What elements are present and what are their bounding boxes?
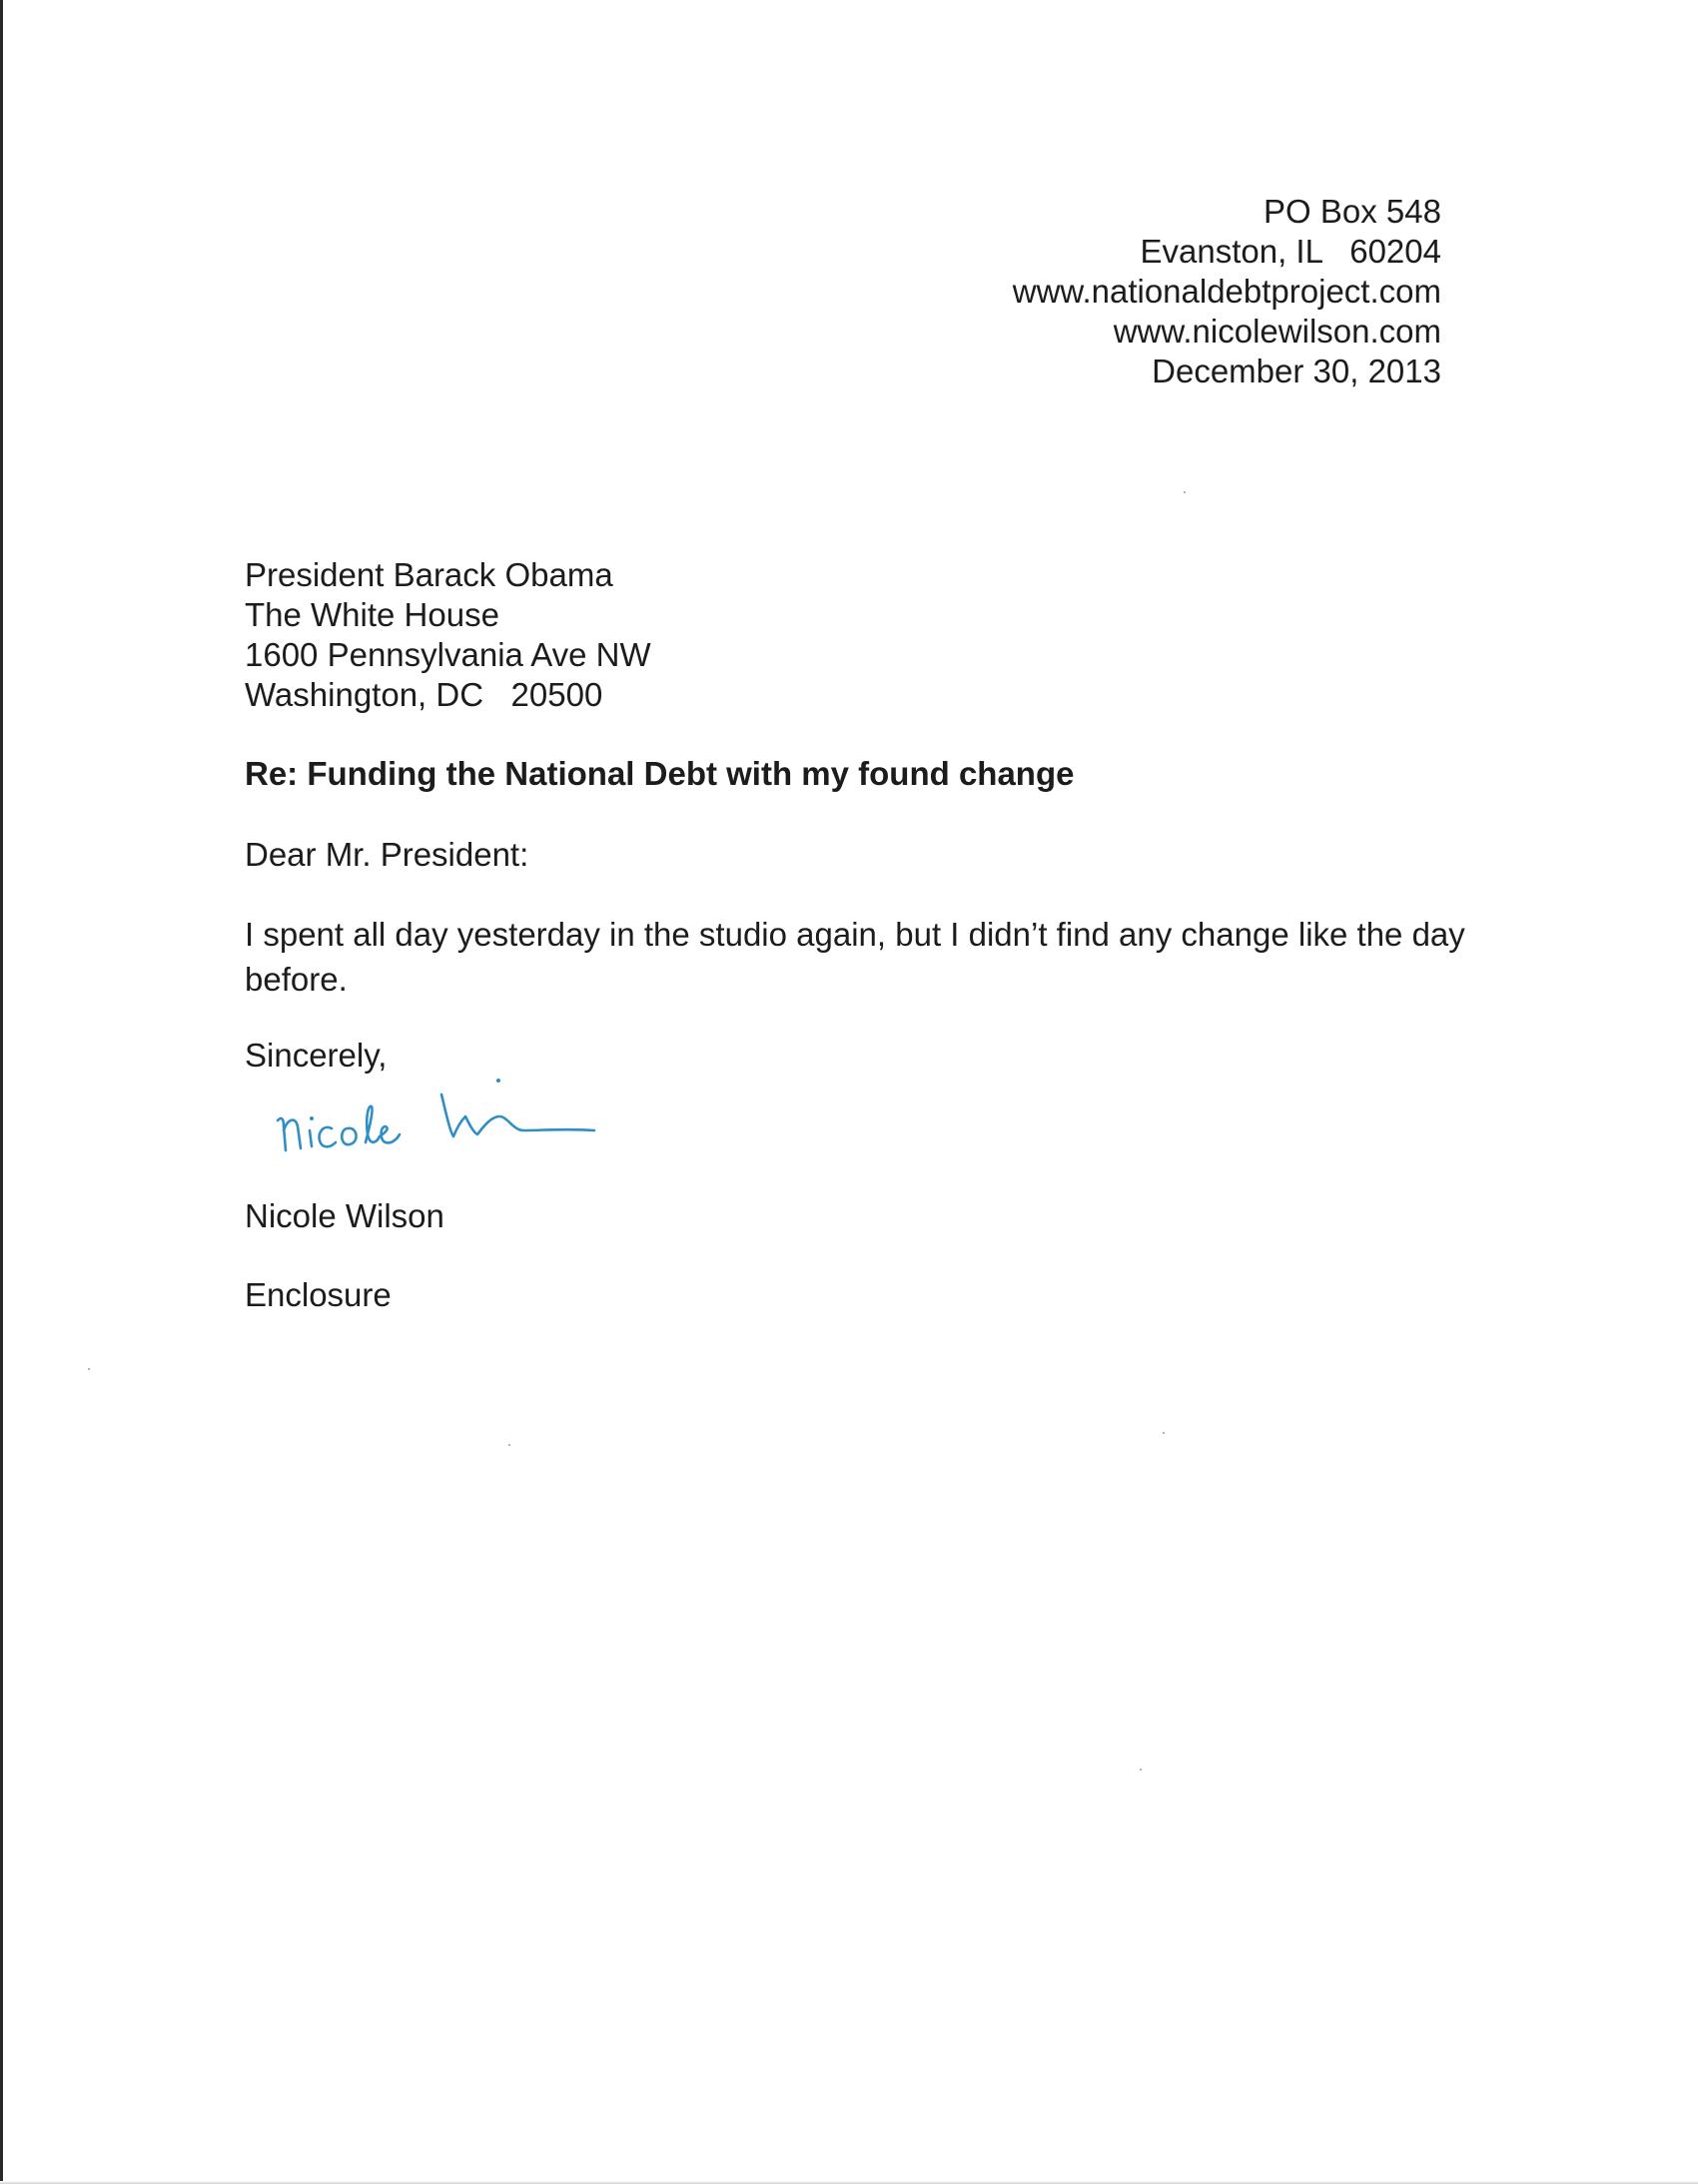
sender-address-line1: PO Box 548 <box>1264 193 1441 230</box>
signer-name: Nicole Wilson <box>245 1197 444 1234</box>
sender-address-block <box>1013 192 1441 391</box>
salutation: Dear Mr. President: <box>245 836 529 873</box>
sender-website-1: www.nationaldebtproject.com <box>1012 273 1441 310</box>
scan-edge-left <box>0 0 3 2184</box>
recipient-address-block <box>245 555 651 715</box>
scan-speck <box>508 1444 510 1446</box>
recipient-city-state-zip: Washington, DC 20500 <box>245 676 603 713</box>
subject-line: Re: Funding the National Debt with my found change <box>245 755 1075 792</box>
handwritten-signature <box>270 1071 629 1180</box>
sender-address-line2: Evanston, IL 60204 <box>1140 233 1441 270</box>
scan-speck <box>1184 491 1186 493</box>
scan-speck <box>88 1368 90 1370</box>
scan-speck <box>1140 1769 1142 1771</box>
recipient-organization: The White House <box>245 596 499 633</box>
enclosure-notation: Enclosure <box>245 1276 392 1313</box>
recipient-name: President Barack Obama <box>245 556 613 593</box>
closing: Sincerely, <box>245 1037 388 1074</box>
letter-date: December 30, 2013 <box>1152 353 1441 389</box>
body-paragraph: I spent all day yesterday in the studio again, but I didn’t find any change like the day before. <box>245 916 1465 998</box>
recipient-street: 1600 Pennsylvania Ave NW <box>245 636 651 673</box>
sender-website-2: www.nicolewilson.com <box>1113 313 1441 350</box>
scan-speck <box>1163 1432 1165 1434</box>
